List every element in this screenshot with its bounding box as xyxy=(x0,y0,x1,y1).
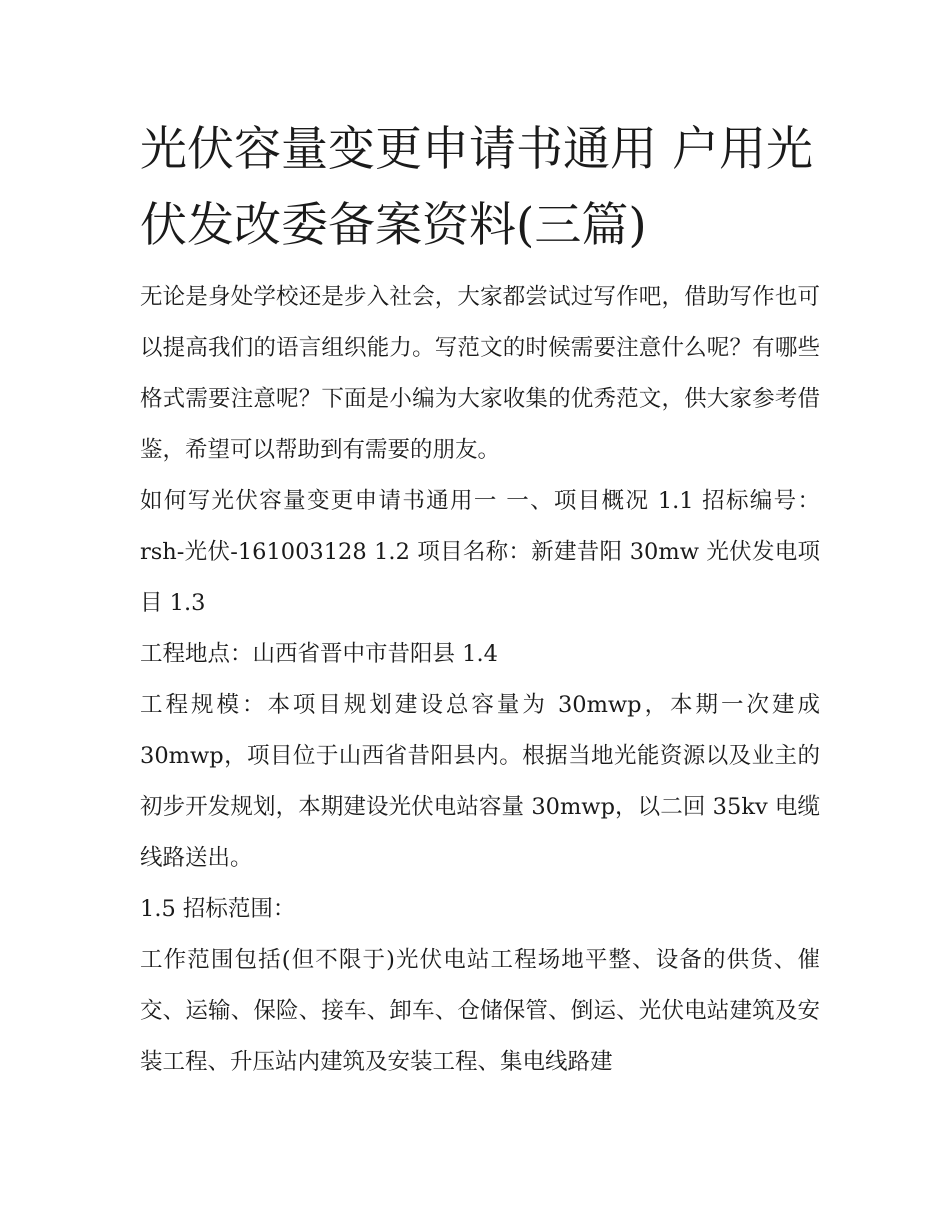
project-overview-paragraph: 如何写光伏容量变更申请书通用一 一、项目概况 1.1 招标编号：rsh-光伏-161003128 1.2 项目名称：新建昔阳 30mw 光伏发电项目 1.3 xyxy=(140,488,820,616)
project-scale-paragraph: 工程规模：本项目规划建设总容量为 30mwp，本期一次建成 30mwp，项目位于山西省昔阳县内。根据当地光能资源以及业主的初步开发规划，本期建设光伏电站容量 30mwp，以二回 35kv 电缆线路送出。 xyxy=(140,692,820,871)
document-title: 光伏容量变更申请书通用 户用光伏发改委备案资料(三篇) xyxy=(140,122,813,253)
project-location-paragraph: 工程地点：山西省晋中市昔阳县 1.4 xyxy=(140,641,498,667)
bidding-scope-heading: 1.5 招标范围： xyxy=(140,896,296,922)
document-page xyxy=(140,112,820,1088)
work-scope-paragraph: 工作范围包括(但不限于)光伏电站工程场地平整、设备的供货、催交、运输、保险、接车、卸车、仓储保管、倒运、光伏电站建筑及安装工程、升压站内建筑及安装工程、集电线路建 xyxy=(140,947,820,1075)
intro-paragraph: 无论是身处学校还是步入社会，大家都尝试过写作吧，借助写作也可以提高我们的语言组织能力。写范文的时候需要注意什么呢？有哪些格式需要注意呢？下面是小编为大家收集的优秀范文，供大家参考借鉴，希望可以帮助到有需要的朋友。 xyxy=(140,284,820,463)
